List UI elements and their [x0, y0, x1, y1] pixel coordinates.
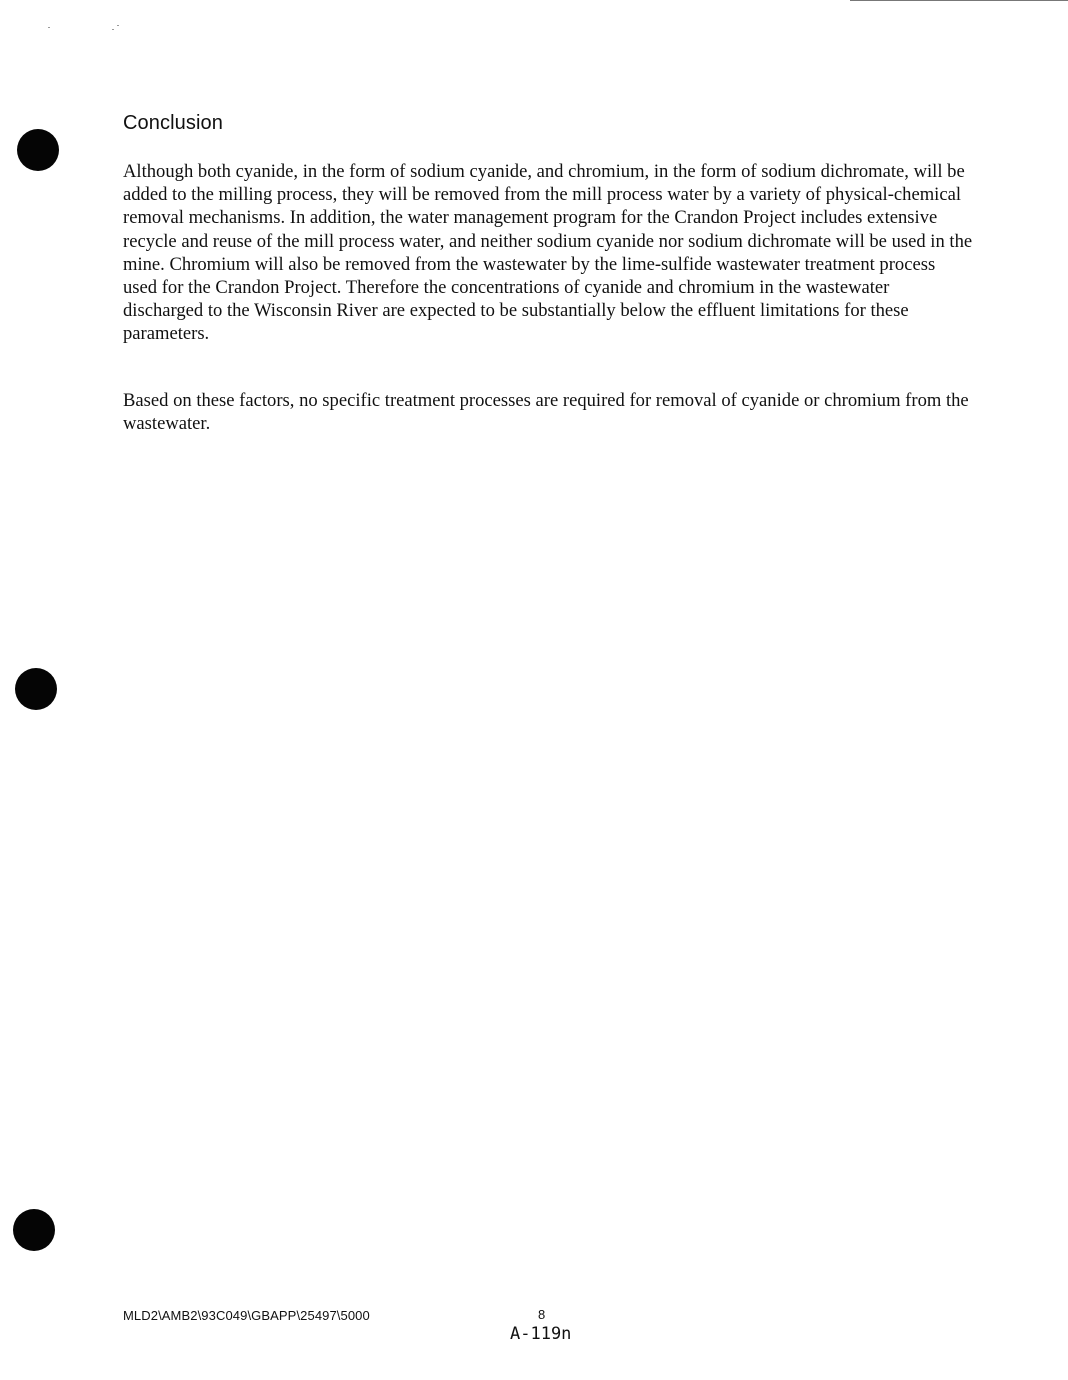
- scan-speck: [112, 29, 114, 30]
- scan-top-edge-line: [850, 0, 1068, 1]
- summary-paragraph: Based on these factors, no specific treatment processes are required for removal of cyanide or chromium from the wastewater.: [123, 390, 969, 435]
- footer-page-number: 8: [538, 1307, 546, 1322]
- footer-file-code: MLD2\AMB2\93C049\GBAPP\25497\5000: [123, 1308, 370, 1323]
- binder-punch-hole-bottom: [13, 1209, 55, 1251]
- scan-speck: [48, 27, 50, 28]
- binder-punch-hole-middle: [15, 668, 57, 710]
- scan-speck: [117, 25, 119, 26]
- section-heading: Conclusion: [123, 112, 223, 134]
- binder-punch-hole-top: [17, 129, 59, 171]
- appendix-page-number: A-119n: [510, 1324, 572, 1344]
- conclusion-paragraph: Although both cyanide, in the form of sodium cyanide, and chromium, in the form of sodium dichromate, will be added to the milling process, they will be removed from the mill process water by a variety of physical-chemical removal mechanisms. In addition, the water management program for the Crandon Project includes extensive recycle and reuse of the mill process water, and neither sodium cyanide nor sodium dichromate will be used in the mine. Chromium will also be removed from the wastewater by the lime-sulfide wastewater treatment process used for the Crandon Project. Therefore the concentrations of cyanide and chromium in the wastewater discharged to the Wisconsin River are expected to be substantially below the effluent limitations for these parameters.: [123, 161, 973, 345]
